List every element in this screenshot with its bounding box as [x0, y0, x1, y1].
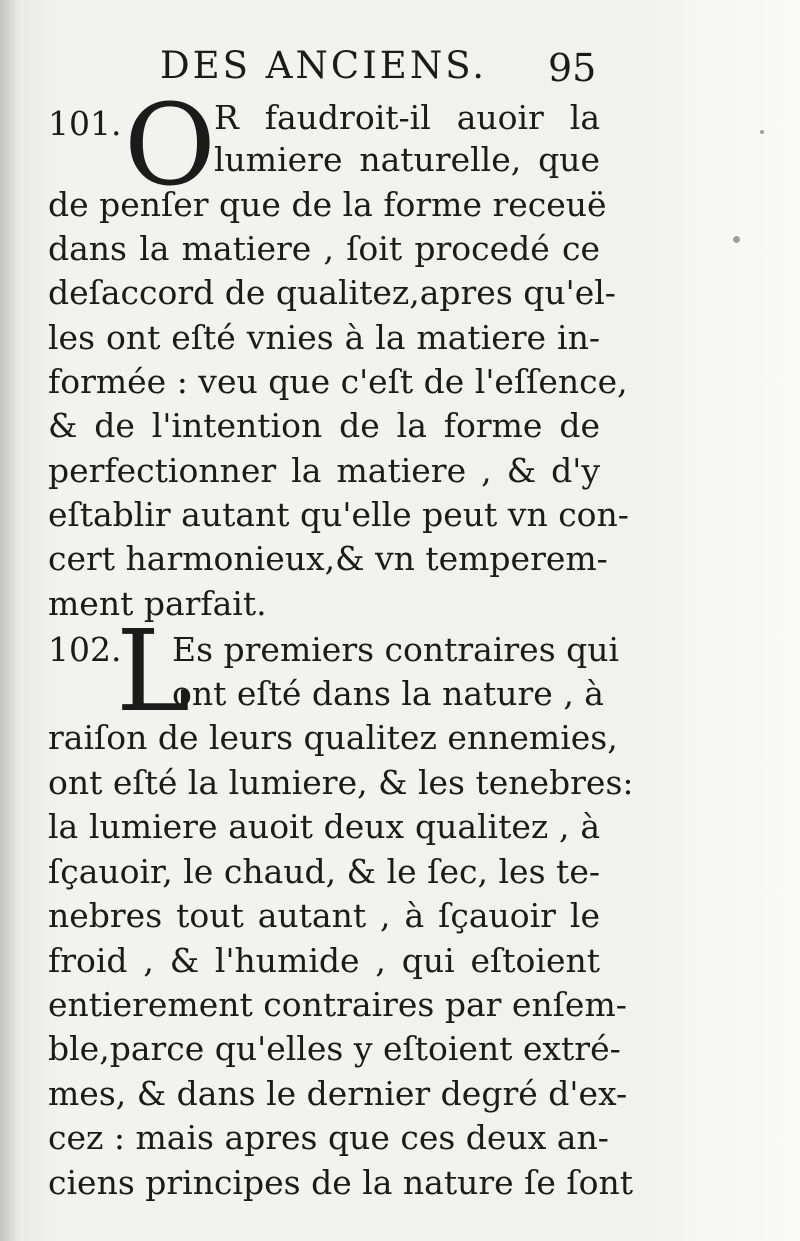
text-line: perfectionner la matiere , & d'y	[48, 451, 600, 490]
drop-cap: L	[116, 607, 191, 737]
text-line: formée : veu que c'eſt de l'eſſence,	[48, 362, 628, 401]
text-line: & de l'intention de la forme de	[48, 406, 600, 445]
running-head: DES ANCIENS.	[160, 44, 487, 87]
text-line: lumiere naturelle, que	[214, 140, 600, 179]
text-line: R faudroit-il auoir la	[214, 98, 600, 137]
paragraph-number: 101.	[48, 104, 122, 143]
text-line: entierement contraires par enſem-	[48, 985, 627, 1024]
paper-speck	[733, 236, 740, 243]
text-line: ont eſté la lumiere, & les tenebres:	[48, 763, 634, 802]
text-line: Es premiers contraires qui	[172, 630, 620, 669]
paragraph-number: 102.	[48, 630, 122, 669]
text-line: mes, & dans le dernier degré d'ex-	[48, 1074, 628, 1113]
text-line: ciens principes de la nature ſe ſont	[48, 1163, 633, 1202]
text-line: froid , & l'humide , qui eſtoient	[48, 941, 600, 980]
text-line: ble,parce qu'elles y eſtoient extré-	[48, 1029, 621, 1068]
text-line: nebres tout autant , à ſçauoir le	[48, 896, 600, 935]
text-line: deſaccord de qualitez,apres qu'el-	[48, 273, 616, 312]
text-line: cert harmonieux,& vn temperem-	[48, 539, 608, 578]
text-line: ment parfait.	[48, 584, 267, 623]
drop-cap: O	[124, 81, 216, 211]
text-line: les ont eſté vnies à la matiere in-	[48, 318, 600, 357]
page-number: 95	[548, 46, 597, 90]
text-line: dans la matiere , ſoit procedé ce	[48, 229, 600, 268]
text-line: eſtablir autant qu'elle peut vn con-	[48, 495, 629, 534]
text-line: ſçauoir, le chaud, & le ſec, les te-	[48, 852, 600, 891]
text-line: ont eſté dans la nature , à	[172, 674, 604, 713]
text-line: cez : mais apres que ces deux an-	[48, 1118, 609, 1157]
paper-speck	[760, 130, 764, 134]
text-line: de penſer que de la forme receuë	[48, 185, 607, 224]
text-line: raiſon de leurs qualitez ennemies,	[48, 718, 618, 757]
text-line: la lumiere auoit deux qualitez , à	[48, 807, 600, 846]
